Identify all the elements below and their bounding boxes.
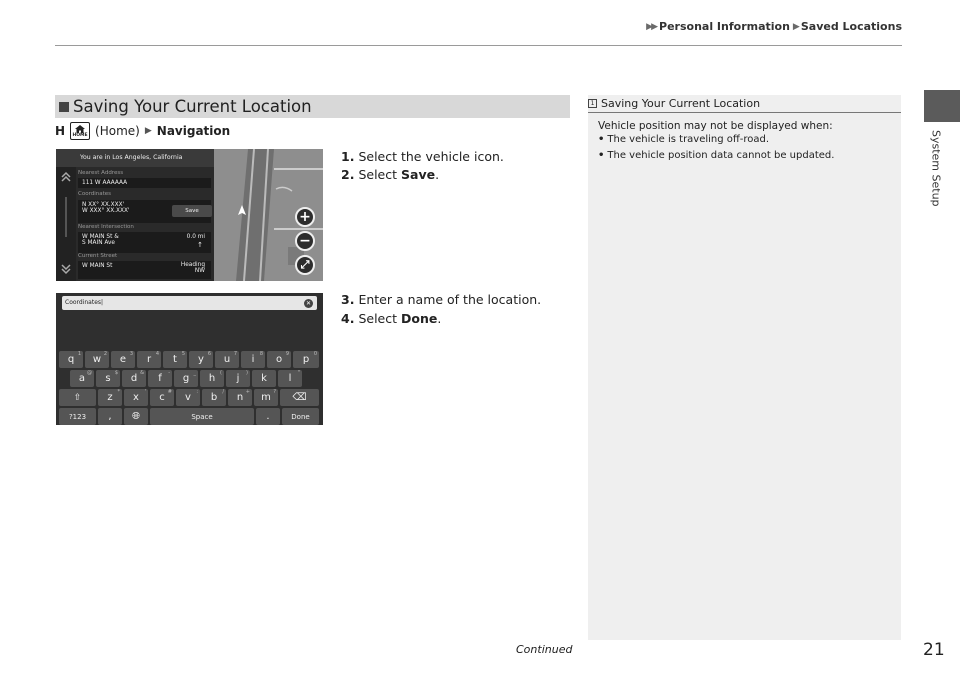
key-alt: + bbox=[245, 389, 250, 395]
step-4 bbox=[341, 311, 441, 326]
key-k[interactable] bbox=[252, 370, 276, 387]
period-key[interactable]: . bbox=[256, 408, 280, 425]
key-n[interactable] bbox=[228, 389, 252, 406]
step-bold-text: Save bbox=[401, 167, 436, 182]
keyboard-screen bbox=[56, 293, 323, 425]
key-label: r bbox=[146, 354, 152, 365]
page-number: 21 bbox=[923, 640, 945, 660]
note-bullet-2 bbox=[598, 150, 834, 161]
key-label: e bbox=[119, 354, 127, 365]
intersection-line-1: W MAIN St & bbox=[82, 234, 119, 240]
key-alt: 4 bbox=[155, 351, 159, 357]
key-label: g bbox=[182, 373, 190, 384]
note-heading bbox=[588, 97, 901, 110]
backspace-icon: ⌫ bbox=[292, 392, 307, 403]
home-button-icon bbox=[70, 122, 90, 140]
key-p[interactable] bbox=[293, 351, 319, 368]
shift-icon: ⇧ bbox=[73, 392, 82, 403]
bullet-text: The vehicle is traveling off-road. bbox=[607, 134, 770, 145]
section-heading bbox=[55, 95, 570, 118]
panel-gutter bbox=[56, 167, 76, 281]
note-title: Saving Your Current Location bbox=[601, 97, 761, 110]
key-label: i bbox=[251, 354, 255, 365]
distance-value: 0.0 mi bbox=[186, 234, 205, 240]
key-alt: # bbox=[167, 389, 172, 395]
globe-icon: 🌐︎ bbox=[132, 411, 140, 422]
coordinate-west: W XXX° XX.XXX' bbox=[82, 208, 130, 214]
key-label: q bbox=[67, 354, 75, 365]
zoom-in-button[interactable]: + bbox=[295, 207, 315, 227]
chapter-label: System Setup bbox=[929, 130, 943, 207]
street-value bbox=[78, 261, 211, 279]
key-label: w bbox=[92, 354, 102, 365]
key-alt: / bbox=[222, 389, 224, 395]
key-w[interactable] bbox=[85, 351, 109, 368]
step-1 bbox=[341, 149, 504, 164]
nearest-address-value: 111 W AAAAAA bbox=[78, 178, 211, 188]
key-h[interactable] bbox=[200, 370, 224, 387]
key-alt: ? bbox=[273, 389, 276, 395]
key-label: t bbox=[173, 354, 177, 365]
key-y[interactable] bbox=[189, 351, 213, 368]
key-l[interactable] bbox=[278, 370, 302, 387]
key-d[interactable] bbox=[122, 370, 146, 387]
section-title: Saving Your Current Location bbox=[73, 97, 312, 116]
key-label: j bbox=[236, 373, 240, 384]
key-m[interactable] bbox=[254, 389, 278, 406]
key-v[interactable] bbox=[176, 389, 200, 406]
key-label: b bbox=[210, 392, 218, 403]
key-label: s bbox=[105, 373, 111, 384]
note-bullet-1 bbox=[598, 134, 769, 145]
key-alt: " bbox=[297, 370, 300, 376]
key-label: m bbox=[261, 392, 271, 403]
header-rule bbox=[55, 45, 902, 46]
key-b[interactable] bbox=[202, 389, 226, 406]
coordinates-label: Coordinates bbox=[78, 191, 112, 197]
key-alt: : bbox=[196, 389, 198, 395]
bullet-dot-icon: • bbox=[598, 150, 605, 161]
heading-block bbox=[181, 262, 205, 274]
key-alt: 1 bbox=[77, 351, 81, 357]
street-name: W MAIN St bbox=[82, 263, 113, 269]
key-label: v bbox=[185, 392, 191, 403]
key-x[interactable] bbox=[124, 389, 148, 406]
key-alt: 3 bbox=[129, 351, 133, 357]
key-alt: ) bbox=[246, 370, 248, 376]
intersection-label: Nearest Intersection bbox=[78, 224, 134, 230]
key-label: l bbox=[288, 373, 292, 384]
key-alt: & bbox=[140, 370, 144, 376]
key-j[interactable] bbox=[226, 370, 250, 387]
location-screen bbox=[56, 149, 323, 281]
key-label: x bbox=[133, 392, 139, 403]
zoom-out-button[interactable]: − bbox=[295, 231, 315, 251]
bullet-text: The vehicle position data cannot be updated. bbox=[607, 150, 835, 161]
key-c[interactable] bbox=[150, 389, 174, 406]
step-text: Select bbox=[358, 167, 401, 182]
expand-map-button[interactable]: ⤢ bbox=[295, 255, 315, 275]
key-t[interactable] bbox=[163, 351, 187, 368]
key-r[interactable] bbox=[137, 351, 161, 368]
home-label: HOME bbox=[72, 132, 88, 138]
key-label: h bbox=[208, 373, 216, 384]
step-3 bbox=[341, 292, 541, 307]
coordinate-north: N XX° XX.XXX' bbox=[82, 202, 125, 208]
name-input[interactable] bbox=[62, 296, 317, 310]
step-number: 3. bbox=[341, 292, 355, 307]
nearest-address-label: Nearest Address bbox=[78, 170, 124, 176]
key-alt: _ bbox=[193, 370, 196, 376]
key-alt: 6 bbox=[207, 351, 211, 357]
step-text: Select bbox=[358, 311, 401, 326]
key-label: f bbox=[158, 373, 162, 384]
comma-key[interactable]: , bbox=[98, 408, 122, 425]
heading-value: NW bbox=[194, 268, 205, 274]
symbols-key[interactable]: ?123 bbox=[59, 408, 96, 425]
step-text: Select the vehicle icon. bbox=[358, 149, 504, 164]
key-label: p bbox=[302, 354, 310, 365]
note-ref-icon: 1 bbox=[588, 99, 597, 108]
breadcrumb-part-2: Saved Locations bbox=[800, 20, 902, 33]
step-2 bbox=[341, 167, 439, 182]
key-z[interactable] bbox=[98, 389, 122, 406]
breadcrumb-part-1: Personal Information bbox=[659, 20, 790, 33]
step-number: 2. bbox=[341, 167, 355, 182]
street-label: Current Street bbox=[78, 253, 118, 259]
step-number: 1. bbox=[341, 149, 355, 164]
key-f[interactable] bbox=[148, 370, 172, 387]
step-text: Enter a name of the location. bbox=[358, 292, 542, 307]
key-alt: $ bbox=[114, 370, 118, 376]
key-g[interactable] bbox=[174, 370, 198, 387]
clear-icon[interactable]: ✕ bbox=[305, 300, 312, 307]
intersection-line-2: S MAIN Ave bbox=[82, 240, 116, 246]
path-arrow-icon: ▶ bbox=[144, 126, 152, 136]
backspace-key[interactable] bbox=[280, 389, 319, 406]
key-alt: ( bbox=[220, 370, 222, 376]
done-key[interactable]: Done bbox=[282, 408, 319, 425]
key-o[interactable] bbox=[267, 351, 291, 368]
key-alt: ' bbox=[144, 389, 146, 395]
key-label: c bbox=[159, 392, 165, 403]
name-input-value: Coordinates| bbox=[65, 299, 104, 306]
breadcrumb-arrow-icon: ▶▶ bbox=[646, 21, 657, 32]
key-label: z bbox=[107, 392, 113, 403]
language-key[interactable] bbox=[124, 408, 148, 425]
continued-label: Continued bbox=[516, 643, 573, 656]
heading-label: Heading bbox=[180, 262, 205, 268]
chapter-tab bbox=[924, 90, 960, 122]
home-text: (Home) bbox=[95, 124, 140, 138]
key-label: y bbox=[198, 354, 204, 365]
key-alt: 5 bbox=[181, 351, 185, 357]
key-label: k bbox=[261, 373, 267, 384]
step-bold-text: Done bbox=[401, 311, 438, 326]
menu-path bbox=[55, 122, 230, 140]
step-text-end: . bbox=[435, 167, 440, 182]
key-label: u bbox=[223, 354, 231, 365]
key-alt: - bbox=[168, 370, 170, 376]
path-target: Navigation bbox=[156, 124, 231, 138]
key-alt: @ bbox=[87, 370, 92, 376]
intersection-value bbox=[78, 232, 211, 253]
save-button[interactable]: Save bbox=[172, 205, 212, 217]
note-intro: Vehicle position may not be displayed when: bbox=[598, 120, 833, 132]
key-alt: 9 bbox=[285, 351, 289, 357]
key-a[interactable] bbox=[70, 370, 94, 387]
key-u[interactable] bbox=[215, 351, 239, 368]
key-label: d bbox=[130, 373, 138, 384]
bullet-dot-icon: • bbox=[598, 134, 605, 145]
key-alt: 0 bbox=[313, 351, 317, 357]
key-i[interactable] bbox=[241, 351, 265, 368]
h-marker: H bbox=[55, 124, 66, 138]
key-alt: * bbox=[117, 389, 120, 395]
key-label: a bbox=[78, 373, 86, 384]
key-alt: 7 bbox=[233, 351, 237, 357]
key-q[interactable] bbox=[59, 351, 83, 368]
direction-arrow-icon: ↑ bbox=[197, 241, 203, 249]
location-header: You are in Los Angeles, California bbox=[56, 149, 214, 167]
key-s[interactable] bbox=[96, 370, 120, 387]
key-alt: 2 bbox=[103, 351, 107, 357]
space-key[interactable]: Space bbox=[150, 408, 254, 425]
key-e[interactable] bbox=[111, 351, 135, 368]
note-rule bbox=[588, 112, 901, 113]
breadcrumb bbox=[646, 20, 902, 33]
section-bullet-icon bbox=[59, 102, 69, 112]
step-number: 4. bbox=[341, 311, 355, 326]
step-text-end: . bbox=[437, 311, 442, 326]
key-label: n bbox=[236, 392, 244, 403]
breadcrumb-arrow-icon: ▶ bbox=[792, 21, 798, 32]
shift-key[interactable] bbox=[59, 389, 96, 406]
note-panel bbox=[588, 95, 901, 640]
key-alt: 8 bbox=[259, 351, 263, 357]
key-label: o bbox=[275, 354, 283, 365]
